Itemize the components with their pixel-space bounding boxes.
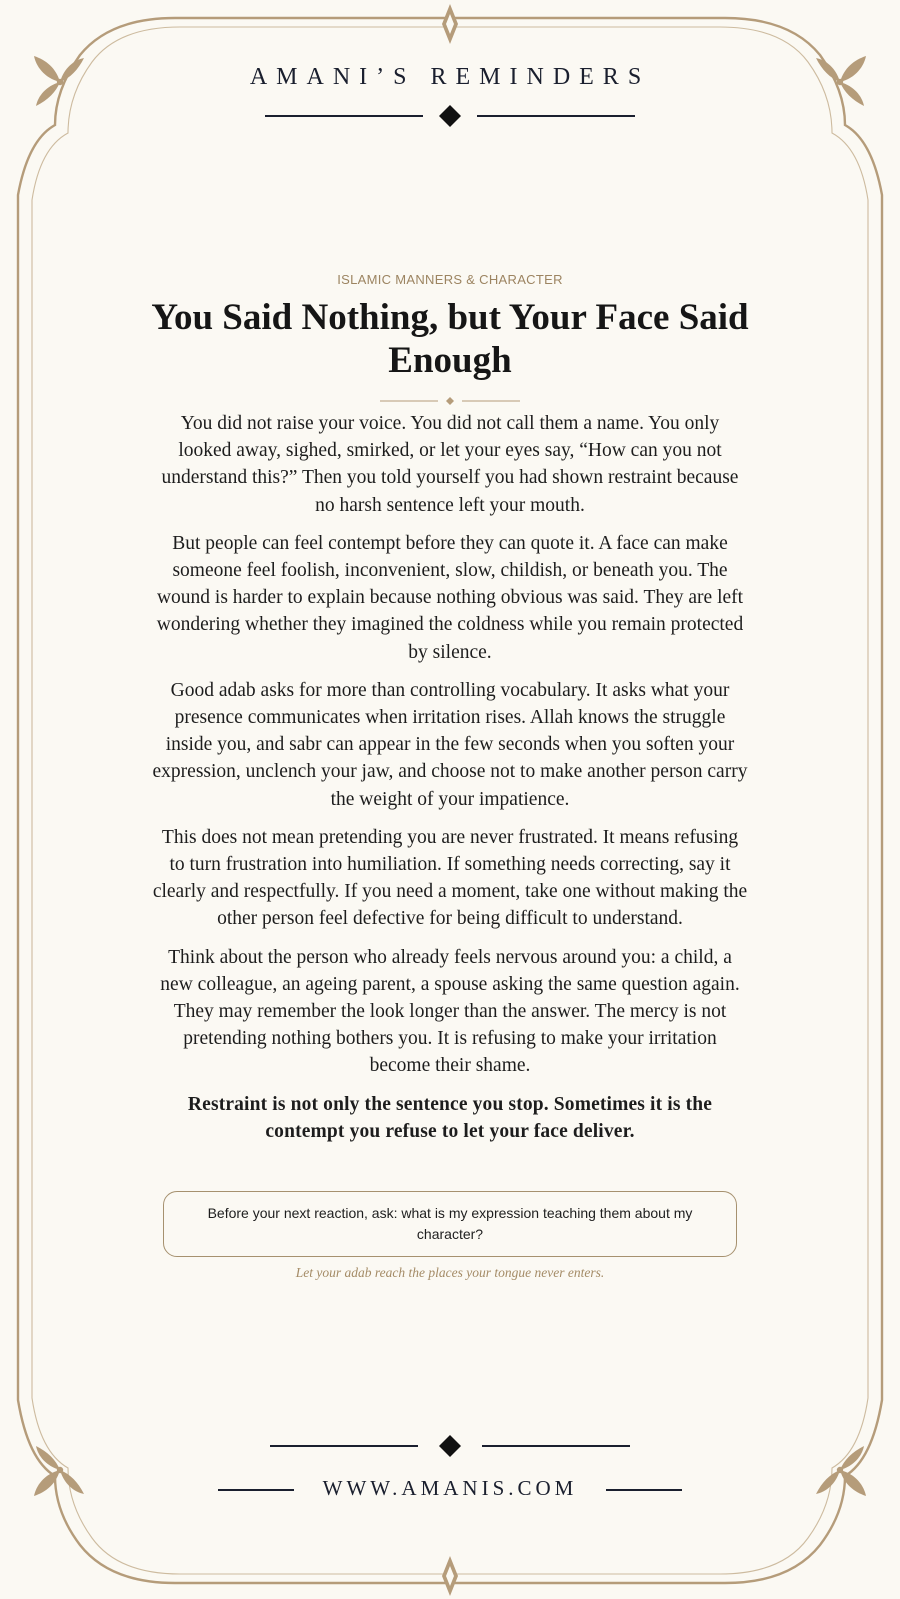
reflection-callout [163,1191,737,1257]
website-url[interactable]: WWW.AMANIS.COM [322,1476,578,1500]
article-title: You Said Nothing, but Your Face Said Enough [151,297,749,381]
paragraph: But people can feel contempt before they can quote it. A face can make someone feel foolish, inconvenient, slow, childish, or beneath you. The wound is harder to explain because nothing obvious was said. They are left wondering whether they imagined the coldness while you remain protected by silence. [156,532,744,663]
paragraph: Good adab asks for more than controlling vocabulary. It asks what your presence communicates when irritation rises. Allah knows the struggle inside you, and sabr can appear in the few seconds when you soften your expression, unclench your jaw, and choose not to make another person carry the weight of your impatience. [152,679,748,810]
paragraph: Think about the person who already feels nervous around you: a child, a new colleague, an ageing parent, a spouse asking the same question again. They may remember the look longer than the answer. The mercy is not pretending nothing bothers you. It is refusing to make your irritation become their shame. [160,946,740,1077]
closing-line: Let your adab reach the places your tongue never enters. [295,1265,605,1280]
callout-text: Before your next reaction, ask: what is my expression teaching them about my character? [207,1205,693,1242]
emphasis-statement: Restraint is not only the sentence you stop. Sometimes it is the contempt you refuse to let your face deliver. [187,1093,713,1142]
footer-divider [270,1434,630,1458]
header-divider [265,104,635,128]
title-divider [380,393,520,409]
paragraph: You did not raise your voice. You did not call them a name. You only looked away, sighed, smirked, or let your eyes say, “How can you not understand this?” Then you told yourself you had shown restraint because no harsh sentence left your mouth. [161,413,739,516]
article-body [152,410,748,1156]
website-line-right [606,1489,682,1491]
brand-title: AMANI’S REMINDERS [249,64,651,90]
paragraph: This does not mean pretending you are never frustrated. It means refusing to turn frustration into humiliation. If something needs correcting, say it clearly and respectfully. If you need a moment, take one without making the other person feel defective for being difficult to understand. [152,826,748,930]
article-category: ISLAMIC MANNERS & CHARACTER [337,272,563,287]
